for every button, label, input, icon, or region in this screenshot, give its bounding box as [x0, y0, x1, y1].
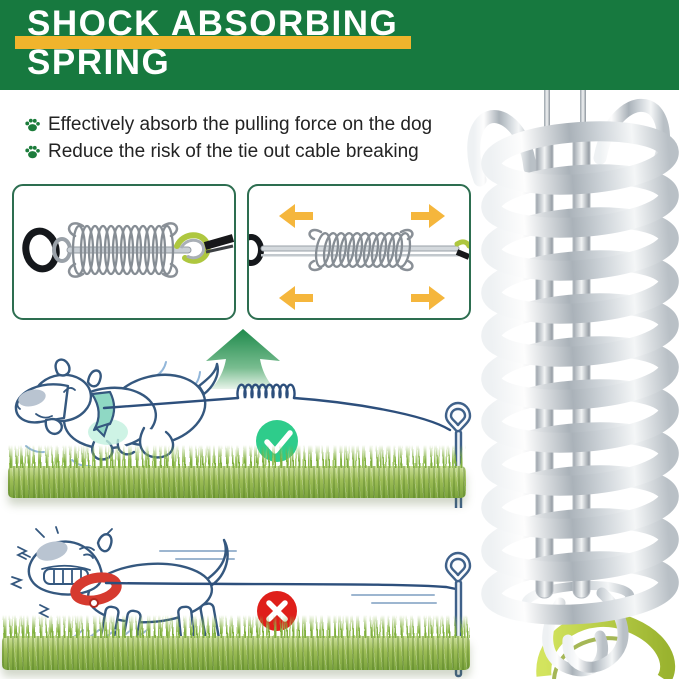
- grass-strip: [2, 636, 470, 670]
- stretch-arrow-icons: [279, 204, 445, 310]
- tie-out-cable: [294, 398, 450, 430]
- feature-list: [24, 111, 432, 165]
- cable-spring-coil: [238, 385, 295, 398]
- paw-icon: [24, 143, 41, 160]
- spring-product-photo: [452, 88, 679, 679]
- paw-icon: [24, 116, 41, 133]
- panel-spring-stretched: [247, 184, 471, 320]
- feature-item: [24, 138, 432, 165]
- feature-text: Reduce the risk of the tie out cable breaking: [48, 140, 419, 162]
- right-arrow-icon: [411, 286, 445, 310]
- left-arrow-icon: [279, 204, 313, 228]
- panel-spring-relaxed: [12, 184, 236, 320]
- feature-item: [24, 111, 432, 138]
- feature-text: Effectively absorb the pulling force on the dog: [48, 113, 433, 135]
- page-title-line2: SPRING: [27, 43, 171, 82]
- grass-strip: [8, 466, 466, 498]
- left-arrow-icon: [279, 286, 313, 310]
- right-arrow-icon: [411, 204, 445, 228]
- spring-relaxed-illustration: [14, 186, 234, 318]
- spring-stretched-illustration: [249, 186, 469, 318]
- header-banner: [0, 0, 679, 90]
- page-title-line1: SHOCK ABSORBING: [27, 4, 399, 43]
